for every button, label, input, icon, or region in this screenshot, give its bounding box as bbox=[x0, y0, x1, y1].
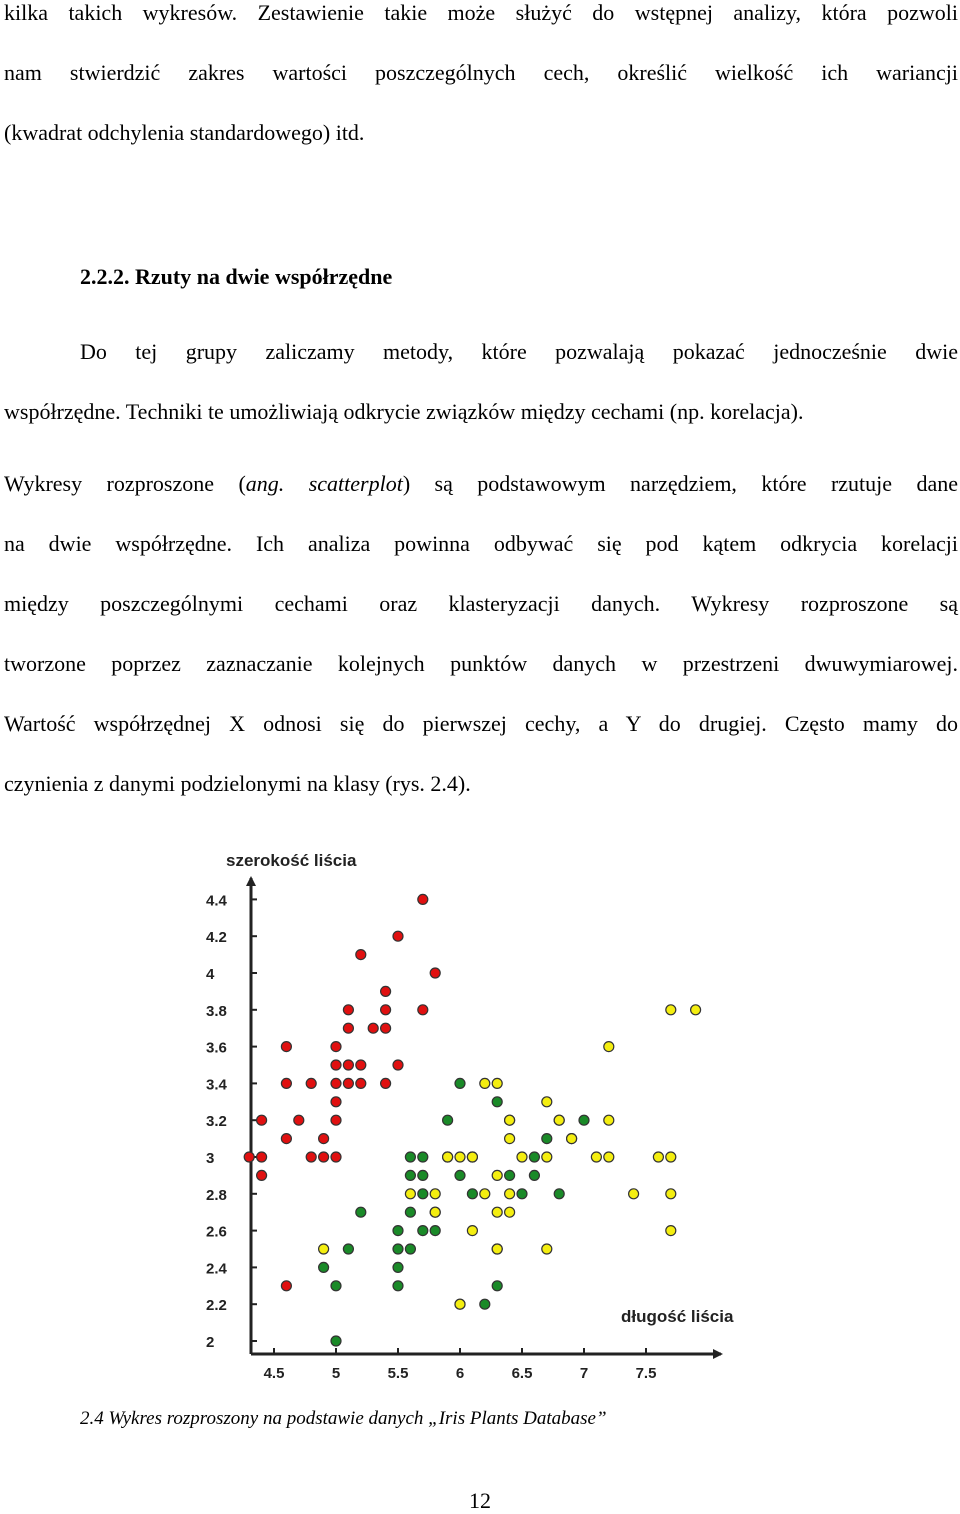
caption-text: 2.4 Wykres rozproszony na podstawie danych bbox=[80, 1408, 429, 1429]
p2-line-2: na dwie współrzędne. Ich analiza powinna odbywać się pod kątem odkrycia korelacji bbox=[4, 531, 958, 556]
yellow-point bbox=[430, 1207, 440, 1217]
yellow-point bbox=[542, 1097, 552, 1107]
yellow-point bbox=[666, 1226, 676, 1236]
green-point bbox=[505, 1170, 515, 1180]
x-tick-label: 6 bbox=[455, 1365, 465, 1382]
yellow-point bbox=[604, 1115, 614, 1125]
green-point bbox=[517, 1189, 527, 1199]
chart-points bbox=[244, 894, 700, 1346]
green-point bbox=[455, 1170, 465, 1180]
p1-line-1: Do tej grupy zaliczamy metody, które pozwalają pokazać jednocześnie dwie bbox=[80, 339, 958, 364]
red-point bbox=[368, 1023, 378, 1033]
yellow-point bbox=[567, 1134, 577, 1144]
red-point bbox=[306, 1078, 316, 1088]
red-point bbox=[331, 1115, 341, 1125]
yellow-point bbox=[542, 1152, 552, 1162]
yellow-point bbox=[691, 1005, 701, 1015]
green-point bbox=[331, 1281, 341, 1291]
red-point bbox=[244, 1152, 254, 1162]
yellow-point bbox=[467, 1152, 477, 1162]
red-point bbox=[418, 894, 428, 904]
green-point bbox=[554, 1189, 564, 1199]
green-point bbox=[319, 1262, 329, 1272]
y-axis-label: szerokość liścia bbox=[226, 851, 357, 870]
green-point bbox=[418, 1170, 428, 1180]
green-point bbox=[356, 1207, 366, 1217]
green-point bbox=[405, 1207, 415, 1217]
red-point bbox=[257, 1152, 267, 1162]
y-tick-label: 2.6 bbox=[206, 1223, 227, 1241]
yellow-point bbox=[505, 1134, 515, 1144]
green-point bbox=[331, 1336, 341, 1346]
x-tick-label: 6.5 bbox=[511, 1365, 533, 1382]
green-point bbox=[579, 1115, 589, 1125]
yellow-point bbox=[666, 1005, 676, 1015]
yellow-point bbox=[505, 1207, 515, 1217]
p2-line-4: tworzone poprzez zaznaczanie kolejnych punktów danych w przestrzeni dwuwymiarowej. bbox=[4, 651, 958, 676]
green-point bbox=[480, 1299, 490, 1309]
p2-line-1-term: ang. scatterplot bbox=[245, 471, 403, 496]
y-tick-label: 3 bbox=[206, 1150, 215, 1167]
p2-line-3: między poszczególnymi cechami oraz klasteryzacji danych. Wykresy rozproszone są bbox=[4, 591, 958, 616]
green-point bbox=[343, 1244, 353, 1254]
red-point bbox=[281, 1281, 291, 1291]
green-point bbox=[467, 1189, 477, 1199]
red-point bbox=[343, 1078, 353, 1088]
yellow-point bbox=[505, 1115, 515, 1125]
red-point bbox=[356, 1060, 366, 1070]
green-point bbox=[492, 1097, 502, 1107]
yellow-point bbox=[492, 1078, 502, 1088]
yellow-point bbox=[505, 1189, 515, 1199]
yellow-point bbox=[629, 1189, 639, 1199]
yellow-point bbox=[604, 1152, 614, 1162]
x-tick-label: 4.5 bbox=[263, 1365, 285, 1382]
p2-line-5: Wartość współrzędnej X odnosi się do pierwszej cechy, a Y do drugiej. Często mamy do bbox=[4, 711, 958, 736]
red-point bbox=[331, 1078, 341, 1088]
green-point bbox=[492, 1281, 502, 1291]
section-paragraph-1 bbox=[4, 339, 958, 459]
green-point bbox=[418, 1189, 428, 1199]
green-point bbox=[455, 1078, 465, 1088]
yellow-point bbox=[666, 1189, 676, 1199]
green-point bbox=[418, 1152, 428, 1162]
yellow-point bbox=[492, 1170, 502, 1180]
page-number: 12 bbox=[469, 1488, 491, 1513]
red-point bbox=[319, 1152, 329, 1162]
yellow-point bbox=[554, 1115, 564, 1125]
red-point bbox=[430, 968, 440, 978]
red-point bbox=[294, 1115, 304, 1125]
intro-line-2: nam stwierdzić zakres wartości poszczególnych cech, określić wielkość ich wariancji bbox=[4, 60, 958, 85]
x-tick-label: 5 bbox=[331, 1365, 341, 1382]
red-point bbox=[281, 1078, 291, 1088]
scatter-chart bbox=[196, 844, 766, 1384]
yellow-point bbox=[455, 1299, 465, 1309]
y-tick-label: 4.4 bbox=[206, 892, 227, 910]
red-point bbox=[331, 1152, 341, 1162]
green-point bbox=[393, 1226, 403, 1236]
yellow-point bbox=[591, 1152, 601, 1162]
red-point bbox=[356, 950, 366, 960]
red-point bbox=[381, 986, 391, 996]
y-tick-label: 3.6 bbox=[206, 1039, 227, 1057]
green-point bbox=[529, 1152, 539, 1162]
yellow-point bbox=[467, 1226, 477, 1236]
yellow-point bbox=[517, 1152, 527, 1162]
red-point bbox=[381, 1078, 391, 1088]
red-point bbox=[418, 1005, 428, 1015]
p2-line-1-c: ) są podstawowym narzędziem, które rzutuje dane bbox=[402, 471, 958, 496]
yellow-point bbox=[604, 1042, 614, 1052]
x-axis-label: długość liścia bbox=[621, 1307, 734, 1326]
section-heading: 2.2.2. Rzuty na dwie współrzędne bbox=[80, 264, 393, 289]
green-point bbox=[405, 1152, 415, 1162]
red-point bbox=[331, 1042, 341, 1052]
red-point bbox=[281, 1042, 291, 1052]
yellow-point bbox=[319, 1244, 329, 1254]
y-tick-label: 2.4 bbox=[206, 1260, 227, 1278]
red-point bbox=[257, 1115, 267, 1125]
green-point bbox=[393, 1281, 403, 1291]
green-point bbox=[430, 1226, 440, 1236]
red-point bbox=[331, 1097, 341, 1107]
yellow-point bbox=[653, 1152, 663, 1162]
y-tick-label: 2 bbox=[206, 1334, 215, 1351]
red-point bbox=[319, 1134, 329, 1144]
red-point bbox=[257, 1170, 267, 1180]
intro-paragraph bbox=[4, 0, 958, 180]
yellow-point bbox=[405, 1189, 415, 1199]
green-point bbox=[542, 1134, 552, 1144]
red-point bbox=[306, 1152, 316, 1162]
green-point bbox=[393, 1244, 403, 1254]
y-tick-label: 2.2 bbox=[206, 1297, 227, 1315]
p2-line-1-a: Wykresy rozproszone ( bbox=[4, 471, 246, 496]
intro-line-1: kilka takich wykresów. Zestawienie takie może służyć do wstępnej analizy, która pozwoli bbox=[4, 0, 958, 25]
x-tick-label: 5.5 bbox=[387, 1365, 409, 1382]
red-point bbox=[381, 1023, 391, 1033]
yellow-point bbox=[480, 1078, 490, 1088]
y-tick-label: 3.2 bbox=[206, 1113, 227, 1131]
x-tick-label: 7.5 bbox=[635, 1365, 657, 1382]
y-tick-label: 4.2 bbox=[206, 929, 227, 947]
section-paragraph-2 bbox=[4, 471, 958, 831]
yellow-point bbox=[492, 1207, 502, 1217]
red-point bbox=[356, 1078, 366, 1088]
y-tick-label: 2.8 bbox=[206, 1186, 227, 1204]
red-point bbox=[331, 1060, 341, 1070]
red-point bbox=[343, 1060, 353, 1070]
p1-line-2: współrzędne. Techniki te umożliwiają odkrycie związków między cechami (np. korelacja). bbox=[4, 399, 804, 424]
red-point bbox=[343, 1005, 353, 1015]
green-point bbox=[405, 1170, 415, 1180]
y-tick-label: 3.8 bbox=[206, 1002, 227, 1020]
yellow-point bbox=[430, 1189, 440, 1199]
caption-source: „Iris Plants Database” bbox=[428, 1408, 607, 1429]
intro-line-3: (kwadrat odchylenia standardowego) itd. bbox=[4, 120, 365, 145]
yellow-point bbox=[443, 1152, 453, 1162]
green-point bbox=[529, 1170, 539, 1180]
red-point bbox=[381, 1005, 391, 1015]
green-point bbox=[393, 1262, 403, 1272]
green-point bbox=[405, 1244, 415, 1254]
y-tick-label: 3.4 bbox=[206, 1076, 227, 1094]
yellow-point bbox=[455, 1152, 465, 1162]
green-point bbox=[443, 1115, 453, 1125]
p2-line-1 bbox=[4, 471, 958, 531]
green-point bbox=[418, 1226, 428, 1236]
yellow-point bbox=[492, 1244, 502, 1254]
red-point bbox=[281, 1134, 291, 1144]
red-point bbox=[393, 1060, 403, 1070]
red-point bbox=[343, 1023, 353, 1033]
p2-line-6: czynienia z danymi podzielonymi na klasy (rys. 2.4). bbox=[4, 771, 471, 796]
y-tick-label: 4 bbox=[206, 966, 215, 983]
yellow-point bbox=[666, 1152, 676, 1162]
yellow-point bbox=[542, 1244, 552, 1254]
x-tick-label: 7 bbox=[579, 1365, 589, 1382]
figure-caption bbox=[80, 1407, 607, 1431]
red-point bbox=[393, 931, 403, 941]
yellow-point bbox=[480, 1189, 490, 1199]
